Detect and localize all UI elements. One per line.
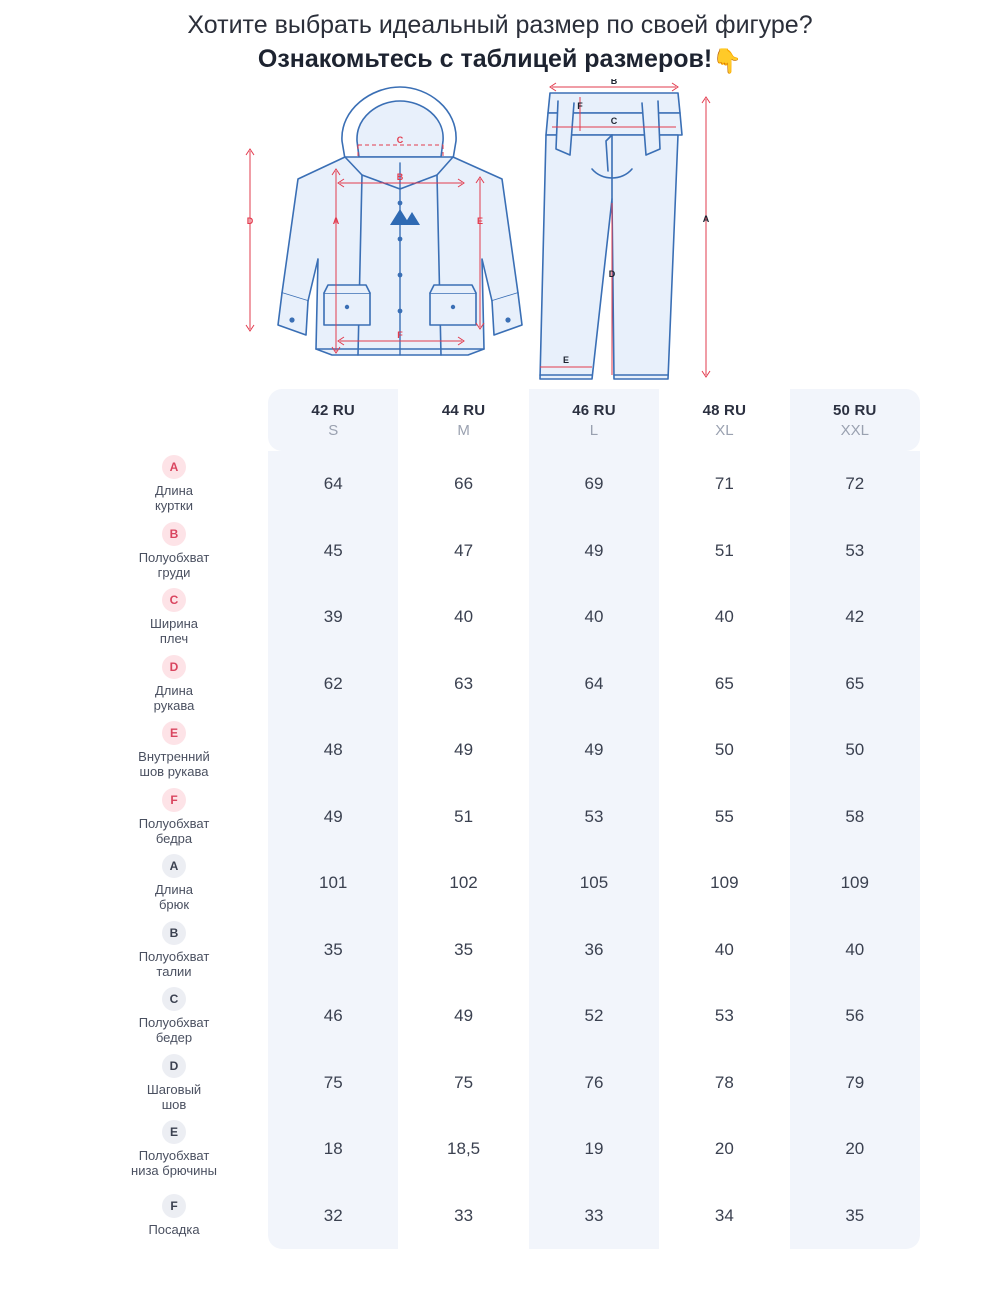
table-row [80,584,920,651]
measurement-value-cell: 101 [268,850,398,917]
measurement-value-cell: 49 [529,518,659,585]
label-pants-D: D [608,269,616,279]
size-table [80,389,920,1249]
measurement-value-cell: 35 [790,1183,920,1250]
size-column-header-2 [529,389,659,451]
page-header [0,0,1000,79]
table-row [80,518,920,585]
label-pants-C: C [610,116,618,126]
measurement-label-cell [80,584,268,651]
size-intl-4: XXL [840,421,869,439]
pointing-down-icon: 👇 [712,48,743,75]
measurement-value-cell: 47 [454,540,474,560]
measurement-value-cell: 32 [268,1183,398,1250]
size-column-header-1 [398,389,528,451]
measurement-value-cell: 65 [714,673,734,693]
measurement-label-cell [80,983,268,1050]
measurement-label-text: Полуобхват груди [138,549,210,580]
label-jacket-B: B [396,172,404,182]
measurement-value-cell: 34 [714,1205,734,1225]
label-jacket-E: E [476,216,484,226]
measurement-value-cell: 51 [454,806,474,826]
measurement-value-cell: 20 [714,1139,734,1159]
measurement-badge-a: A [162,854,186,878]
measurement-value-cell: 109 [710,873,739,893]
measurement-badge-f: F [162,1194,186,1218]
measurement-label-text: Внутренний шов рукава [138,749,210,780]
table-row [80,717,920,784]
measurement-value-cell: 46 [268,983,398,1050]
label-jacket-F: F [397,330,403,340]
measurement-value-cell: 72 [790,451,920,518]
measurement-value-cell: 36 [529,917,659,984]
label-jacket-A: A [332,216,340,226]
measurement-value-cell: 66 [454,474,474,494]
measurement-badge-a: A [162,455,186,479]
measurement-badge-d: D [162,655,186,679]
size-ru-2: 46 RU [572,401,616,419]
measurement-label-cell [80,518,268,585]
measurement-label-text: Полуобхват низа брючины [131,1148,217,1179]
measurement-value-cell: 51 [714,540,734,560]
label-jacket-D: D [246,216,254,226]
measurement-label-text: Полуобхват бедра [138,815,210,846]
measurement-value-cell: 55 [714,806,734,826]
corner-cell [80,389,268,451]
measurement-value-cell: 49 [454,740,474,760]
measurement-value-cell: 40 [714,607,734,627]
measurement-label-text: Длина рукава [153,682,195,713]
size-table-header-row [80,389,920,451]
table-row [80,1116,920,1183]
table-row [80,651,920,718]
measurement-value-cell: 50 [790,717,920,784]
measurement-badge-c: C [162,588,186,612]
measurement-value-cell: 76 [529,1050,659,1117]
measurement-value-cell: 18,5 [447,1139,481,1159]
size-chart [80,389,920,1249]
measurement-value-cell: 53 [714,1006,734,1026]
measurement-label-text: Полуобхват талии [138,948,210,979]
measurement-illustration [0,79,1000,389]
size-column-header-3 [659,389,789,451]
measurement-label-text: Полуобхват бедер [138,1015,210,1046]
measurement-badge-e: E [162,1120,186,1144]
measurement-value-cell: 58 [790,784,920,851]
measurement-value-cell: 35 [454,939,474,959]
table-row [80,983,920,1050]
measurement-value-cell: 65 [790,651,920,718]
measurement-value-cell: 19 [529,1116,659,1183]
measurement-value-cell: 49 [454,1006,474,1026]
measurement-value-cell: 62 [268,651,398,718]
measurement-label-cell [80,717,268,784]
measurement-value-cell: 49 [268,784,398,851]
measurement-value-cell: 69 [529,451,659,518]
measurement-label-cell [80,850,268,917]
measurement-label-cell [80,1116,268,1183]
measurement-value-cell: 102 [449,873,478,893]
size-intl-2: L [589,421,599,439]
measurement-value-cell: 33 [529,1183,659,1250]
table-row [80,850,920,917]
measurement-value-cell: 64 [529,651,659,718]
table-row [80,1183,920,1250]
label-pants-E: E [562,355,570,365]
measurement-badge-f: F [162,788,186,812]
measurement-label-text: Ширина плеч [149,616,199,647]
measurement-value-cell: 50 [714,740,734,760]
table-row [80,1050,920,1117]
measurement-value-cell: 56 [790,983,920,1050]
measurement-value-cell: 105 [529,850,659,917]
measurement-label-text: Длина куртки [154,483,194,514]
measurement-label-cell [80,784,268,851]
measurement-value-cell: 45 [268,518,398,585]
size-table-body [80,451,920,1249]
size-ru-1: 44 RU [441,401,486,419]
measurement-value-cell: 53 [790,518,920,585]
label-pants-B: B [610,79,618,86]
measurement-label-cell [80,917,268,984]
measurement-value-cell: 40 [790,917,920,984]
measurement-value-cell: 71 [714,474,734,494]
size-ru-0: 42 RU [311,401,355,419]
label-jacket-C: C [396,135,404,145]
measurement-label-cell [80,451,268,518]
measurement-value-cell: 78 [714,1072,734,1092]
measurement-badge-c: C [162,987,186,1011]
measurement-badge-b: B [162,921,186,945]
measurement-label-text: Длина брюк [154,882,194,913]
measurement-label-cell [80,651,268,718]
header-callout [0,42,1000,79]
size-intl-1: M [457,421,470,439]
measurement-value-cell: 40 [454,607,474,627]
measurement-value-cell: 49 [529,717,659,784]
measurement-badge-e: E [162,721,186,745]
header-callout-text: Ознакомьтесь с таблицей размеров! [257,45,713,73]
size-column-header-0 [268,389,398,451]
measurement-value-cell: 75 [268,1050,398,1117]
measurement-value-cell: 35 [268,917,398,984]
measurement-value-cell: 18 [268,1116,398,1183]
garment-diagram [240,79,760,389]
measurement-label-text: Посадка [148,1222,200,1238]
measurement-badge-b: B [162,522,186,546]
measurement-value-cell: 75 [454,1072,474,1092]
size-ru-3: 48 RU [702,401,747,419]
measurement-label-cell [80,1050,268,1117]
table-row [80,784,920,851]
measurement-label-text: Шаговый шов [146,1081,202,1112]
size-intl-0: S [328,421,339,439]
label-pants-A: A [702,214,710,224]
size-table-head [80,389,920,451]
header-question: Хотите выбрать идеальный размер по своей фигуре? [187,11,813,39]
measurement-value-cell: 39 [268,584,398,651]
size-ru-4: 50 RU [833,401,877,419]
measurement-value-cell: 48 [268,717,398,784]
measurement-badge-d: D [162,1054,186,1078]
measurement-value-cell: 79 [790,1050,920,1117]
table-row [80,917,920,984]
size-intl-3: XL [715,421,734,439]
measurement-value-cell: 33 [454,1205,474,1225]
table-row [80,451,920,518]
label-pants-F: F [577,101,583,111]
measurement-value-cell: 64 [268,451,398,518]
measurement-value-cell: 40 [714,939,734,959]
measurement-value-cell: 20 [790,1116,920,1183]
measurement-value-cell: 53 [529,784,659,851]
measurement-value-cell: 42 [790,584,920,651]
measurement-label-cell [80,1183,268,1250]
measurement-value-cell: 109 [790,850,920,917]
size-column-header-4 [790,389,920,451]
measurement-value-cell: 40 [529,584,659,651]
measurement-value-cell: 63 [454,673,474,693]
measurement-value-cell: 52 [529,983,659,1050]
